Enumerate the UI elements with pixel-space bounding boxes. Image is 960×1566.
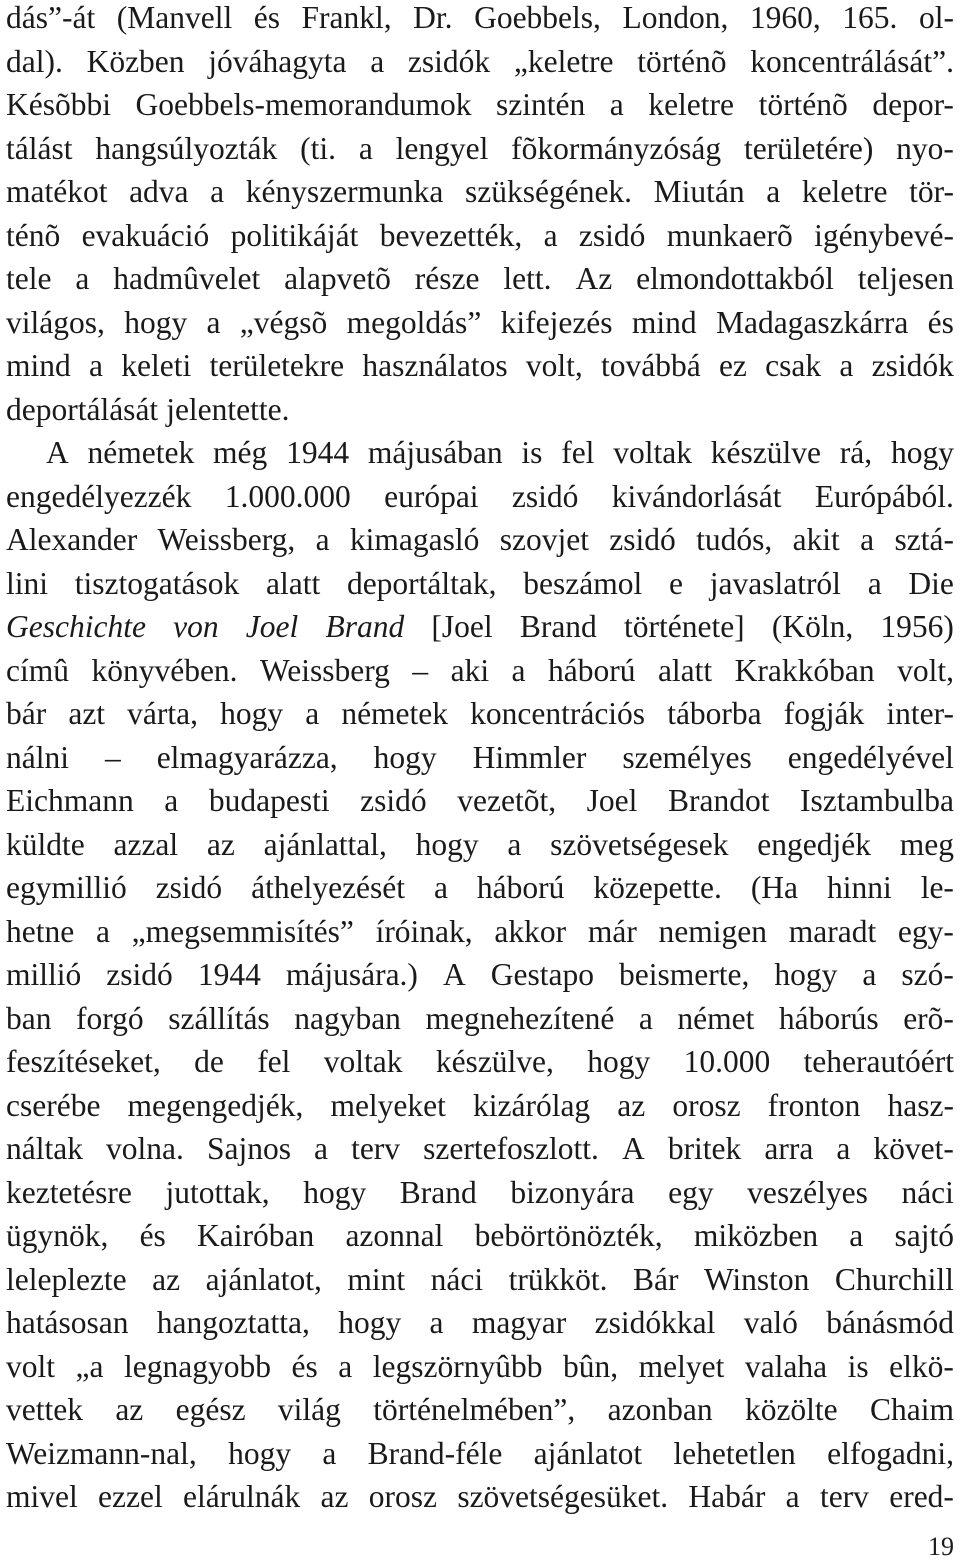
text-line: tele a hadmûvelet alapvetõ része lett. Az elmondottakból teljesen [6, 261, 954, 296]
text-line: küldte azzal az ajánlattal, hogy a szövetségesek engedjék meg [6, 826, 954, 862]
text-line: dal). Közben jóváhagyta a zsidók „keletre történõ koncentrálását”. [6, 43, 954, 79]
text-line: engedélyezzék 1.000.000 európai zsidó kivándorlását Európából. [6, 478, 954, 514]
text-line: Weizmann-nal, hogy a Brand-féle ajánlatot lehetetlen elfogadni, [6, 1435, 954, 1471]
text-line: feszítéseket, de fel voltak készülve, hogy 10.000 teherautóért [6, 1044, 954, 1079]
text-line: mind a keleti területekre használatos volt, továbbá ez csak a zsidók [6, 348, 954, 383]
text-line: volt „a legnagyobb és a legszörnyûbb bûn, melyet valaha is elkö- [6, 1348, 954, 1384]
text-line: ügynök, és Kairóban azonnal bebörtönözték, miközben a sajtó [6, 1218, 954, 1253]
text-line: Késõbbi Goebbels-memorandumok szintén a keletre történõ depor- [6, 87, 954, 122]
text-line: bár azt várta, hogy a németek koncentrációs táborba fogják inter- [6, 696, 954, 731]
text-line: ténõ evakuáció politikáját bevezették, a zsidó munkaerõ igénybevé- [6, 217, 954, 253]
text-line: Alexander Weissberg, a kimagasló szovjet zsidó tudós, akit a sztá- [6, 522, 954, 557]
text-line: dás”-át (Manvell és Frankl, Dr. Goebbels, London, 1960, 165. ol- [6, 0, 954, 35]
text-line: leleplezte az ajánlatot, mint náci trükköt. Bár Winston Churchill [6, 1261, 954, 1297]
text-line: ban forgó szállítás nagyban megnehezítené a német háborús erõ- [6, 1000, 954, 1036]
body-text [6, 0, 954, 1519]
document-page [6, 0, 954, 1519]
text-line: tálást hangsúlyozták (ti. a lengyel fõkormányzóság területére) nyo- [6, 130, 954, 166]
text-line: millió zsidó 1944 májusára.) A Gestapo beismerte, hogy a szó- [6, 957, 954, 992]
text-line: egymillió zsidó áthelyezését a háború közepette. (Ha hinni le- [6, 870, 954, 905]
text-line: keztetésre jutottak, hogy Brand bizonyára egy veszélyes náci [6, 1174, 954, 1210]
text-line: náltak volna. Sajnos a terv szertefoszlott. A britek arra a követ- [6, 1131, 954, 1166]
page-number: 19 [928, 1532, 954, 1561]
text-line: cserébe megengedjék, melyeket kizárólag az orosz fronton hasz- [6, 1087, 954, 1123]
text-line: vettek az egész világ történelmében”, azonban közölte Chaim [6, 1392, 954, 1427]
text-line: hetne a „megsemmisítés” íróinak, akkor már nemigen maradt egy- [6, 913, 954, 949]
text-line: címû könyvében. Weissberg – aki a háború alatt Krakkóban volt, [6, 652, 954, 688]
text-line: A németek még 1944 májusában is fel voltak készülve rá, hogy [46, 435, 954, 470]
text-line: Eichmann a budapesti zsidó vezetõt, Joel Brandot Isztambulba [6, 783, 954, 818]
text-line: Geschichte von Joel Brand [Joel Brand története] (Köln, 1956) [6, 609, 954, 644]
text-line: hatásosan hangoztatta, hogy a magyar zsidókkal való bánásmód [6, 1305, 954, 1340]
text-line: deportálását jelentette. [6, 391, 290, 427]
text-line: nálni – elmagyarázza, hogy Himmler személyes engedélyével [6, 739, 954, 775]
text-line: matékot adva a kényszermunka szükségének. Miután a keletre tör- [6, 174, 954, 209]
text-line: világos, hogy a „végsõ megoldás” kifejezés mind Madagaszkárra és [6, 304, 954, 340]
text-line: mivel ezzel elárulnák az orosz szövetségesüket. Habár a terv ered- [6, 1479, 954, 1514]
text-line: lini tisztogatások alatt deportáltak, beszámol e javaslatról a Die [6, 565, 954, 601]
